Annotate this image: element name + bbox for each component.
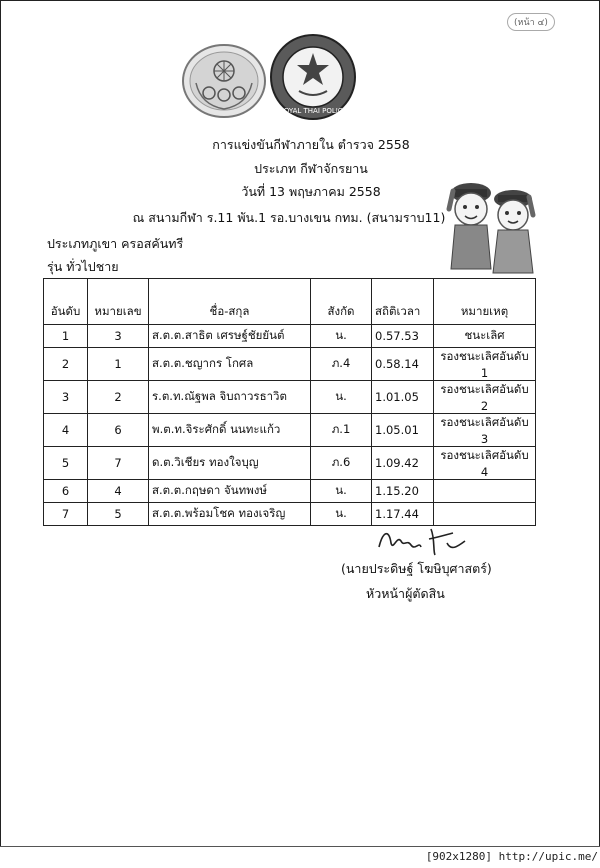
watermark-text: [902x1280] http://upic.me/ [425, 850, 598, 863]
cell-note: ชนะเลิศ [434, 325, 536, 348]
cell-rank: 3 [44, 381, 88, 414]
cell-rank: 1 [44, 325, 88, 348]
table-row [44, 381, 536, 414]
cell-affiliation: น. [311, 381, 372, 414]
cell-rank: 5 [44, 447, 88, 480]
cell-affiliation: ภ.6 [311, 447, 372, 480]
cell-note: รองชนะเลิศอันดับ 1 [434, 348, 536, 381]
cell-affiliation: น. [311, 503, 372, 526]
page-marker: (หน้า ๔) [507, 13, 555, 31]
cell-rank: 4 [44, 414, 88, 447]
col-time: สถิติเวลา [372, 279, 434, 325]
cell-name: ส.ต.ต.สาธิต เศรษฐ์ชัยยันต์ [149, 325, 311, 348]
race-category: ประเภทภูเขา ครอสคันทรี [47, 236, 184, 251]
footer-bar [0, 846, 600, 868]
cell-time: 0.57.53 [372, 325, 434, 348]
cell-note: รองชนะเลิศอันดับ 2 [434, 381, 536, 414]
col-bib: หมายเลข [88, 279, 149, 325]
col-rank: อันดับ [44, 279, 88, 325]
col-name: ชื่อ-สกุล [149, 279, 311, 325]
cell-rank: 2 [44, 348, 88, 381]
cell-rank: 6 [44, 480, 88, 503]
table-row [44, 447, 536, 480]
cell-name: ส.ต.ต.ชญากร โกศล [149, 348, 311, 381]
table-row [44, 414, 536, 447]
cell-bib: 2 [88, 381, 149, 414]
table-row [44, 325, 536, 348]
race-division: รุ่น ทั่วไปชาย [47, 259, 119, 274]
document-title: การแข่งขันกีฬาภายใน ตำรวจ 2558 [212, 137, 410, 152]
cell-time: 1.01.05 [372, 381, 434, 414]
royal-thai-police-seal [269, 33, 357, 121]
cell-time: 1.05.01 [372, 414, 434, 447]
table-header-row [44, 279, 536, 325]
col-affiliation: สังกัด [311, 279, 372, 325]
cell-name: ส.ต.ต.พร้อมโชค ทองเจริญ [149, 503, 311, 526]
cell-rank: 7 [44, 503, 88, 526]
table-row [44, 480, 536, 503]
event-date: วันที่ 13 พฤษภาคม 2558 [241, 184, 381, 199]
cell-affiliation: ภ.4 [311, 348, 372, 381]
cell-time: 1.09.42 [372, 447, 434, 480]
col-note: หมายเหตุ [434, 279, 536, 325]
cell-time: 1.15.20 [372, 480, 434, 503]
cell-bib: 5 [88, 503, 149, 526]
signer-name: (นายประดิษฐ์ โฆษิบุศาสตร์) [341, 561, 492, 576]
cell-name: พ.ต.ท.จิระศักดิ์ นนทะแก้ว [149, 414, 311, 447]
cell-note [434, 480, 536, 503]
cell-bib: 7 [88, 447, 149, 480]
handwritten-signature [373, 517, 473, 559]
cell-bib: 1 [88, 348, 149, 381]
cell-bib: 3 [88, 325, 149, 348]
results-table [43, 278, 536, 526]
signer-title: หัวหน้าผู้ตัดสิน [366, 586, 445, 601]
table-row [44, 348, 536, 381]
sport-type: ประเภท กีฬาจักรยาน [254, 161, 368, 176]
cell-note: รองชนะเลิศอันดับ 3 [434, 414, 536, 447]
cell-name: ด.ต.วิเชียร ทองใจบุญ [149, 447, 311, 480]
cell-bib: 6 [88, 414, 149, 447]
cell-affiliation: ภ.1 [311, 414, 372, 447]
cell-time: 1.17.44 [372, 503, 434, 526]
cell-name: ส.ต.ต.กฤษดา จันทพงษ์ [149, 480, 311, 503]
cell-affiliation: น. [311, 325, 372, 348]
cell-note: รองชนะเลิศอันดับ 4 [434, 447, 536, 480]
seal-text: ROYAL THAI POLICE [278, 107, 348, 115]
cell-bib: 4 [88, 480, 149, 503]
event-venue: ณ สนามกีฬา ร.11 พัน.1 รอ.บางเขน กทม. (สนามราบ11) [132, 210, 446, 225]
cell-name: ร.ต.ท.ณัฐพล จิบถาวรธาวิต [149, 381, 311, 414]
police-mascots-illustration [441, 169, 541, 275]
sports-emblem-icon [181, 43, 267, 119]
cell-time: 0.58.14 [372, 348, 434, 381]
cell-affiliation: น. [311, 480, 372, 503]
